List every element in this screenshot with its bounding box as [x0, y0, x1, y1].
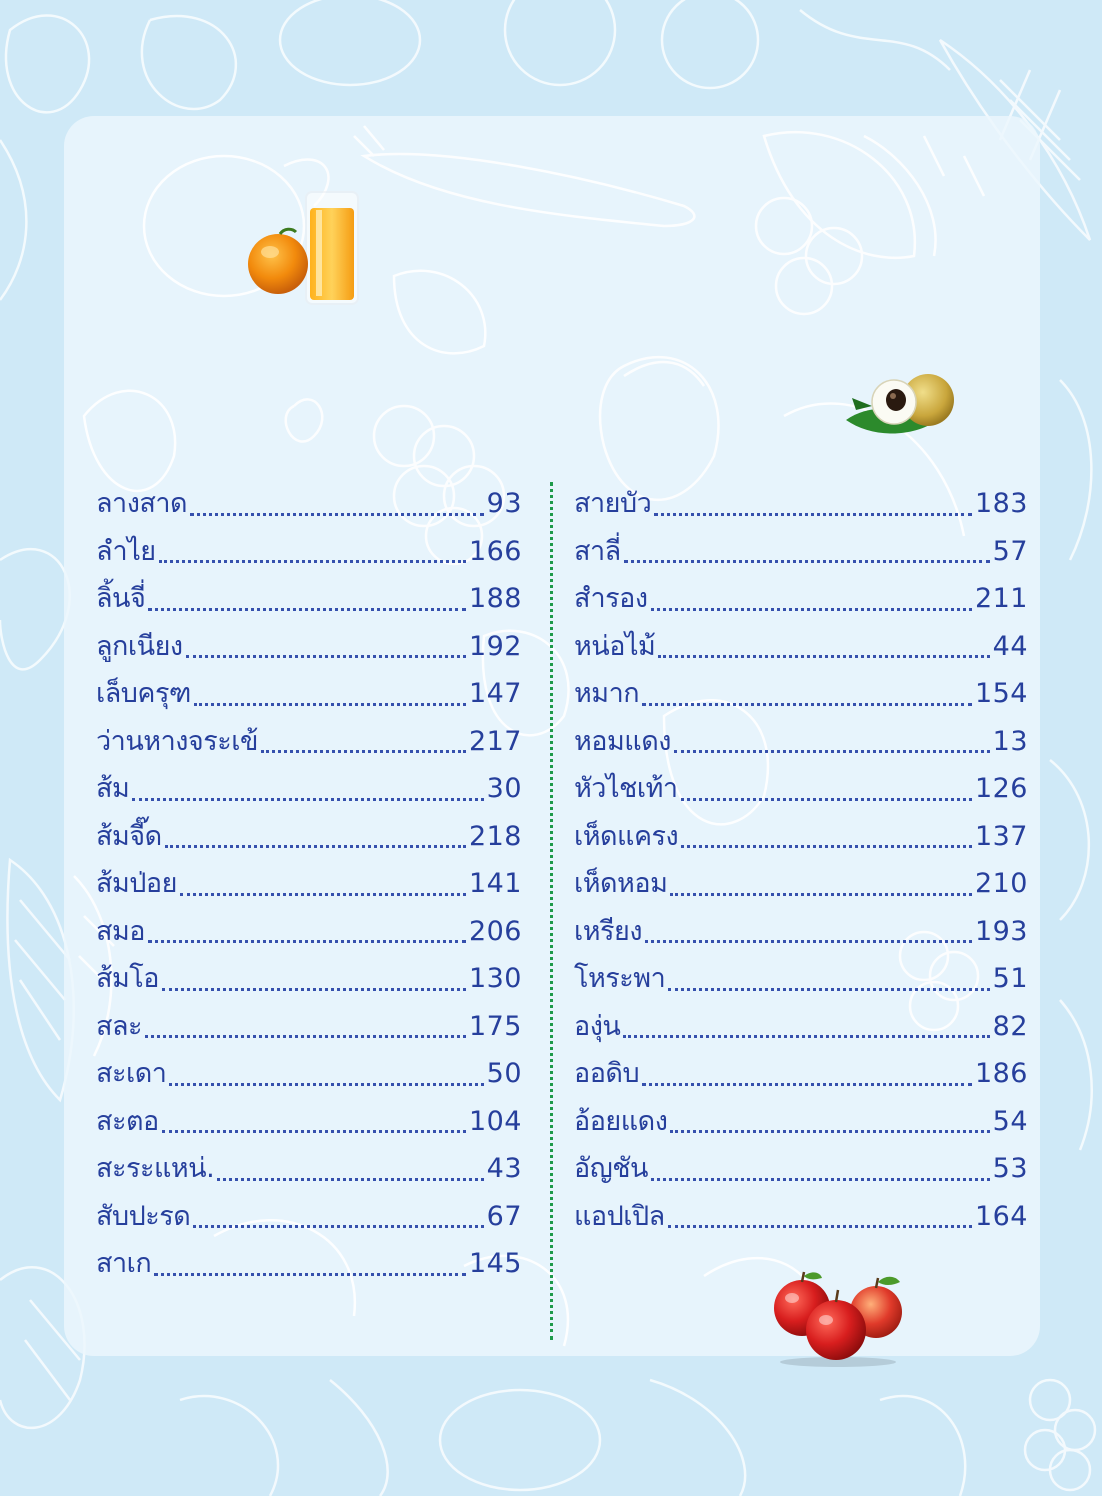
dot-leader [681, 797, 972, 801]
index-entry [96, 1240, 522, 1288]
entry-page-number: 192 [468, 630, 522, 662]
entry-page-number: 188 [468, 583, 522, 614]
index-entry [96, 1098, 522, 1146]
entry-page-number: 137 [974, 820, 1028, 852]
entry-page-number: 130 [468, 963, 522, 994]
dot-leader [642, 1082, 972, 1086]
index-entry [96, 623, 522, 671]
dot-leader [148, 607, 466, 611]
dot-leader [623, 1034, 989, 1038]
entry-page-number: 82 [992, 1010, 1028, 1042]
entry-name: องุ่น [574, 1010, 621, 1042]
index-entry [574, 1098, 1028, 1146]
entry-page-number: 30 [486, 773, 522, 804]
entry-page-number: 193 [974, 915, 1028, 947]
entry-name: ลิ้นจี่ [96, 583, 146, 614]
dot-leader [670, 892, 972, 896]
dot-leader [651, 607, 972, 611]
entry-page-number: 164 [974, 1200, 1028, 1232]
entry-name: ส้มป่อย [96, 868, 177, 899]
index-entry [574, 908, 1028, 956]
entry-page-number: 145 [468, 1248, 522, 1279]
index-entry [574, 955, 1028, 1003]
entry-name: เล็บครุฑ [96, 678, 191, 709]
entry-page-number: 104 [468, 1105, 522, 1137]
index-entry [574, 1003, 1028, 1051]
dot-leader [186, 654, 466, 658]
dot-leader [658, 654, 989, 658]
dot-leader [624, 559, 990, 563]
entry-page-number: 126 [974, 773, 1028, 804]
entry-page-number: 206 [468, 915, 522, 947]
index-entry [96, 1003, 522, 1051]
entry-name: ส้มโอ [96, 963, 159, 994]
index-entry [96, 1050, 522, 1098]
dot-leader [670, 1129, 989, 1133]
entry-name: หอมแดง [574, 725, 671, 757]
index-entry [574, 718, 1028, 766]
entry-page-number: 54 [992, 1105, 1028, 1137]
entry-name: อัญชัน [574, 1153, 649, 1184]
dot-leader [193, 1224, 483, 1228]
entry-name: หมาก [574, 678, 640, 709]
entry-page-number: 175 [468, 1010, 522, 1042]
entry-name: สะเดา [96, 1058, 167, 1089]
index-entry [96, 1145, 522, 1193]
index-entry [96, 670, 522, 718]
dot-leader [162, 987, 466, 991]
index-entry [574, 575, 1028, 623]
entry-name: ลูกเนียง [96, 630, 183, 662]
dot-leader [132, 797, 483, 801]
entry-page-number: 147 [468, 678, 522, 709]
dot-leader [261, 749, 466, 753]
index-entry [574, 480, 1028, 528]
entry-name: สาลี่ [574, 535, 621, 567]
entry-page-number: 93 [486, 488, 522, 519]
entry-name: ส้มจี๊ด [96, 820, 162, 852]
dot-leader [148, 939, 466, 943]
dot-leader [154, 1272, 466, 1276]
dot-leader [169, 1082, 483, 1086]
index-entry [574, 1193, 1028, 1241]
entry-page-number: 13 [992, 725, 1028, 757]
index-entry [96, 480, 522, 528]
index-entry [574, 623, 1028, 671]
dot-leader [668, 987, 989, 991]
entry-name: เหรียง [574, 915, 643, 947]
entry-name: สะตอ [96, 1105, 159, 1137]
index-entry [96, 575, 522, 623]
entry-name: แอปเปิล [574, 1200, 665, 1232]
entry-name: สายบัว [574, 488, 652, 519]
index-column-left [96, 480, 522, 1288]
index-entry [96, 908, 522, 956]
dot-leader [145, 1034, 466, 1038]
dot-leader [654, 512, 972, 516]
entry-page-number: 217 [468, 725, 522, 757]
dot-leader [190, 512, 484, 516]
entry-name: ลางสาด [96, 488, 188, 519]
entry-page-number: 53 [992, 1153, 1028, 1184]
dot-leader [194, 702, 466, 706]
index-entry [96, 1193, 522, 1241]
entry-page-number: 186 [974, 1058, 1028, 1089]
entry-page-number: 166 [468, 535, 522, 567]
entry-page-number: 210 [974, 868, 1028, 899]
entry-name: หัวไชเท้า [574, 773, 678, 804]
longan-image [842, 368, 960, 440]
index-entry [574, 528, 1028, 576]
entry-page-number: 44 [992, 630, 1028, 662]
entry-page-number: 218 [468, 820, 522, 852]
entry-name: สมอ [96, 915, 145, 947]
entry-name: เห็ดแครง [574, 820, 679, 852]
index-entry [96, 813, 522, 861]
index-entry [574, 765, 1028, 813]
index-entry [574, 860, 1028, 908]
entry-name: ส้ม [96, 773, 130, 804]
entry-page-number: 50 [486, 1058, 522, 1089]
dot-leader [674, 749, 990, 753]
entry-name: สละ [96, 1010, 143, 1042]
index-entry [574, 1050, 1028, 1098]
entry-page-number: 183 [974, 488, 1028, 519]
index-entry [96, 765, 522, 813]
index-entry [96, 718, 522, 766]
dot-leader [180, 892, 466, 896]
entry-name: ลำไย [96, 535, 156, 567]
entry-page-number: 51 [992, 963, 1028, 994]
index-entry [574, 670, 1028, 718]
column-divider [550, 482, 553, 1340]
dot-leader [668, 1224, 972, 1228]
index-entry [574, 1145, 1028, 1193]
entry-name: เห็ดหอม [574, 868, 668, 899]
entry-page-number: 154 [974, 678, 1028, 709]
entry-page-number: 211 [974, 583, 1028, 614]
dot-leader [165, 844, 466, 848]
entry-name: โหระพา [574, 963, 666, 994]
index-entry [96, 860, 522, 908]
entry-name: สำรอง [574, 583, 648, 614]
red-apples-image [750, 1268, 914, 1368]
dot-leader [159, 559, 466, 563]
dot-leader [681, 844, 972, 848]
index-entry [96, 528, 522, 576]
entry-page-number: 67 [486, 1200, 522, 1232]
entry-page-number: 43 [486, 1153, 522, 1184]
entry-page-number: 141 [468, 868, 522, 899]
orange-juice-image [244, 188, 364, 308]
entry-name: ว่านหางจระเข้ [96, 725, 258, 757]
entry-name: อ้อยแดง [574, 1105, 668, 1137]
entry-name: สะระแหน่. [96, 1153, 215, 1184]
index-column-right [574, 480, 1028, 1240]
dot-leader [651, 1177, 990, 1181]
entry-name: สาเก [96, 1248, 152, 1279]
dot-leader [217, 1177, 483, 1181]
dot-leader [642, 702, 972, 706]
entry-name: หน่อไม้ [574, 630, 656, 662]
index-entry [96, 955, 522, 1003]
index-entry [574, 813, 1028, 861]
dot-leader [645, 939, 972, 943]
dot-leader [162, 1129, 466, 1133]
entry-name: สับปะรด [96, 1200, 191, 1232]
entry-name: ออดิบ [574, 1058, 640, 1089]
entry-page-number: 57 [992, 535, 1028, 567]
